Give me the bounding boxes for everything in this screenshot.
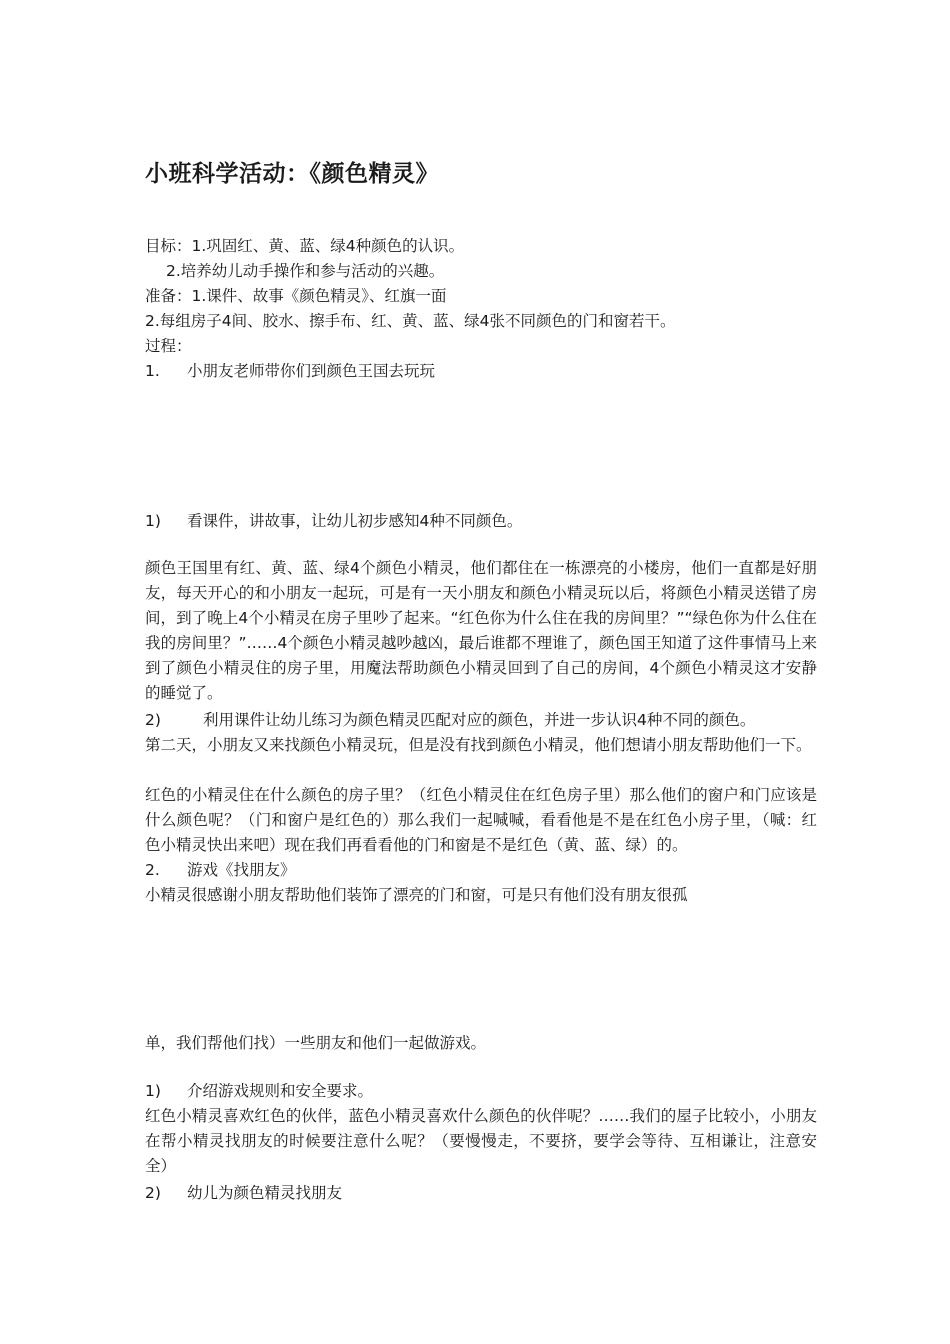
substep-3-number: 1) xyxy=(145,1082,161,1100)
step-1 xyxy=(145,359,435,383)
story-paragraph: 颜色王国里有红、黄、蓝、绿4个颜色小精灵，他们都住在一栋漂亮的小楼房，他们一直都是好朋友，每天开心的和小朋友一起玩，可是有一天小朋友和颜色小精灵玩以后，将颜色小精灵送错了房间，到了晚上4个小精灵在房子里吵了起来。“红色你为什么住在我的房间里？”“绿色你为什么住在我的房间里？”……4个颜色小精灵越吵越凶，最后谁都不理谁了，颜色国王知道了这件事情马上来到了颜色小精灵住的房子里，用魔法帮助颜色小精灵回到了自己的房间，4个颜色小精灵这才安静的睡觉了。 xyxy=(145,559,817,702)
goal-line-2: 2.培养幼儿动手操作和参与活动的兴趣。 xyxy=(166,262,445,280)
step-1-number: 1. xyxy=(145,362,160,380)
substep-1 xyxy=(145,509,522,533)
prep-line-1: 准备：1.课件、故事《颜色精灵》、红旗一面 xyxy=(145,287,447,305)
substep-1-text: 看课件，讲故事，让幼儿初步感知4种不同颜色。 xyxy=(187,512,523,530)
step-2-number: 2. xyxy=(145,861,160,879)
game-intro-line-2: 单，我们帮他们找）一些朋友和他们一起做游戏。 xyxy=(145,1034,487,1052)
game-intro-line-1: 小精灵很感谢小朋友帮助他们装饰了漂亮的门和窗，可是只有他们没有朋友很孤 xyxy=(145,886,688,904)
prep-line-2: 2.每组房子4间、胶水、擦手布、红、黄、蓝、绿4张不同颜色的门和窗若干。 xyxy=(145,312,676,330)
next-day-paragraph: 第二天，小朋友又来找颜色小精灵玩，但是没有找到颜色小精灵，他们想请小朋友帮助他们一下。 xyxy=(145,736,812,754)
substep-2-number: 2) xyxy=(145,711,161,729)
substep-3-text: 介绍游戏规则和安全要求。 xyxy=(187,1082,374,1100)
substep-4 xyxy=(145,1181,342,1205)
step-2-text: 游戏《找朋友》 xyxy=(187,861,296,879)
substep-2 xyxy=(145,708,755,732)
substep-1-number: 1) xyxy=(145,512,161,530)
substep-3 xyxy=(145,1079,373,1103)
rules-paragraph: 红色小精灵喜欢红色的伙伴，蓝色小精灵喜欢什么颜色的伙伴呢？……我们的屋子比较小，小朋友在帮小精灵找朋友的时候要注意什么呢？（要慢慢走，不要挤，要学会等待、互相谦让，注意安全） xyxy=(145,1107,817,1175)
substep-4-number: 2) xyxy=(145,1184,161,1202)
red-sprite-paragraph: 红色的小精灵住在什么颜色的房子里？（红色小精灵住在红色房子里）那么他们的窗户和门应该是什么颜色呢？（门和窗户是红色的）那么我们一起喊喊，看看他是不是在红色小房子里，（喊：红色小精灵快出来吧）现在我们再看看他的门和窗是不是红色（黄、蓝、绿）的。 xyxy=(145,786,817,854)
step-2 xyxy=(145,858,296,882)
substep-2-text: 利用课件让幼儿练习为颜色精灵匹配对应的颜色，并进一步认识4种不同的颜色。 xyxy=(203,711,756,729)
page-title: 小班科学活动：《颜色精灵》 xyxy=(145,161,439,187)
goal-line-1: 目标：1.巩固红、黄、蓝、绿4种颜色的认识。 xyxy=(145,237,465,255)
step-1-text: 小朋友老师带你们到颜色王国去玩玩 xyxy=(187,362,436,380)
substep-4-text: 幼儿为颜色精灵找朋友 xyxy=(187,1184,343,1202)
process-label: 过程： xyxy=(145,337,192,355)
